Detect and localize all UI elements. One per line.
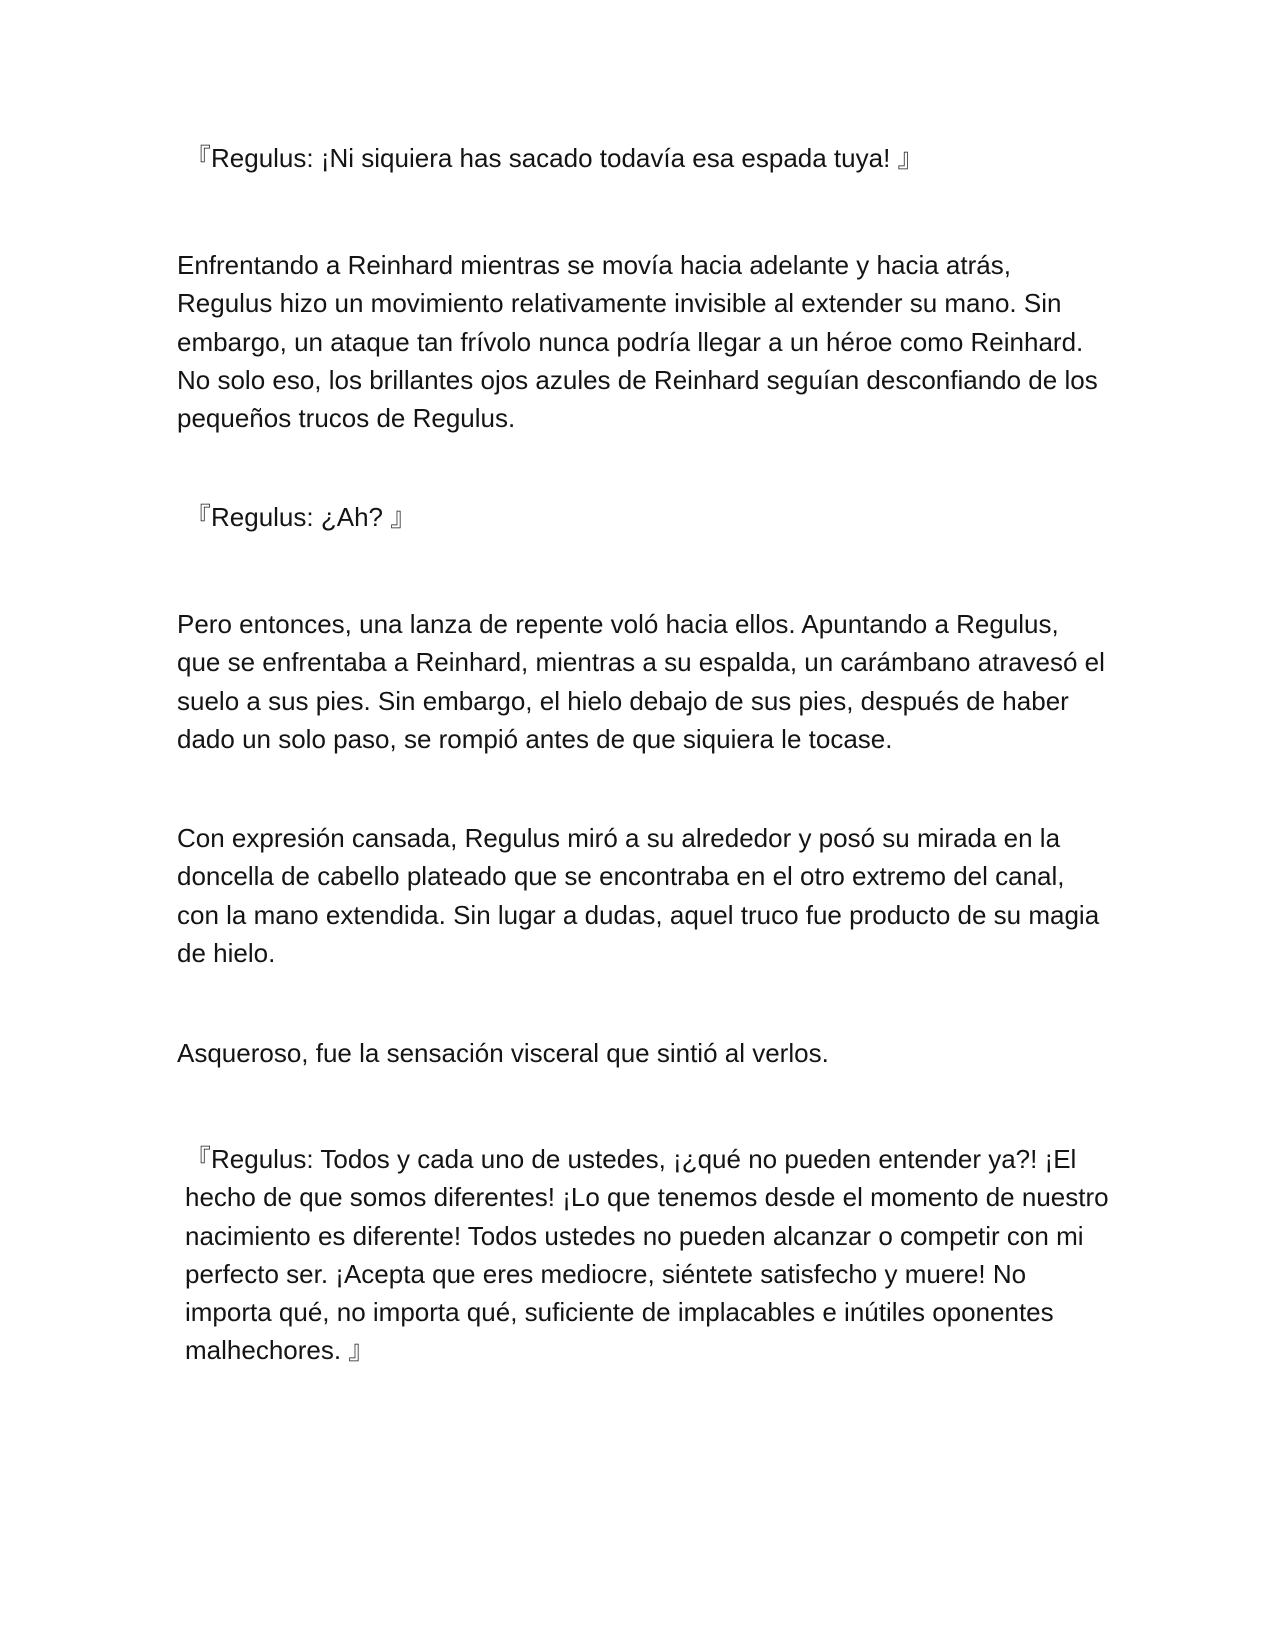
paragraph-narration-2: Pero entonces, una lanza de repente voló hacia ellos. Apuntando a Regulus, que se enfrentaba a Reinhard, mientras a su espalda, un carámbano atravesó el suelo a sus pies. Sin embargo, el hielo debajo de sus pies, después de haber dado un solo paso, se rompió antes de que siquiera le tocase. — [177, 609, 1105, 754]
paragraph-dialogue-3: 『Regulus: Todos y cada uno de ustedes, ¡¿qué no pueden entender ya?! ¡El hecho de que somos diferentes! ¡Lo que tenemos desde el momento de nuestro nacimiento es diferente! Todos ustedes no pueden alcanzar o competir con mi perfecto ser. ¡Acepta que eres mediocre, siéntete satisfecho y muere! No importa qué, no importa qué, suficiente de implacables e inútiles oponentes malhechores. 』 — [185, 1144, 1109, 1366]
paragraph-dialogue-2: 『Regulus: ¿Ah? 』 — [185, 502, 417, 532]
paragraph-dialogue-1: 『Regulus: ¡Ni siquiera has sacado todavía esa espada tuya! 』 — [185, 143, 924, 173]
paragraph-narration-3: Con expresión cansada, Regulus miró a su alrededor y posó su mirada en la doncella de cabello plateado que se encontraba en el otro extremo del canal, con la mano extendida. Sin lugar a dudas, aquel truco fue producto de su magia de hielo. — [177, 823, 1100, 968]
paragraph-narration-1: Enfrentando a Reinhard mientras se movía hacia adelante y hacia atrás, Regulus hizo un movimiento relativamente invisible al extender su mano. Sin embargo, un ataque tan frívolo nunca podría llegar a un héroe como Reinhard. No solo eso, los brillantes ojos azules de Reinhard seguían desconfiando de los pequeños trucos de Regulus. — [177, 250, 1098, 434]
paragraph-narration-4: Asqueroso, fue la sensación visceral que sintió al verlos. — [177, 1038, 829, 1068]
